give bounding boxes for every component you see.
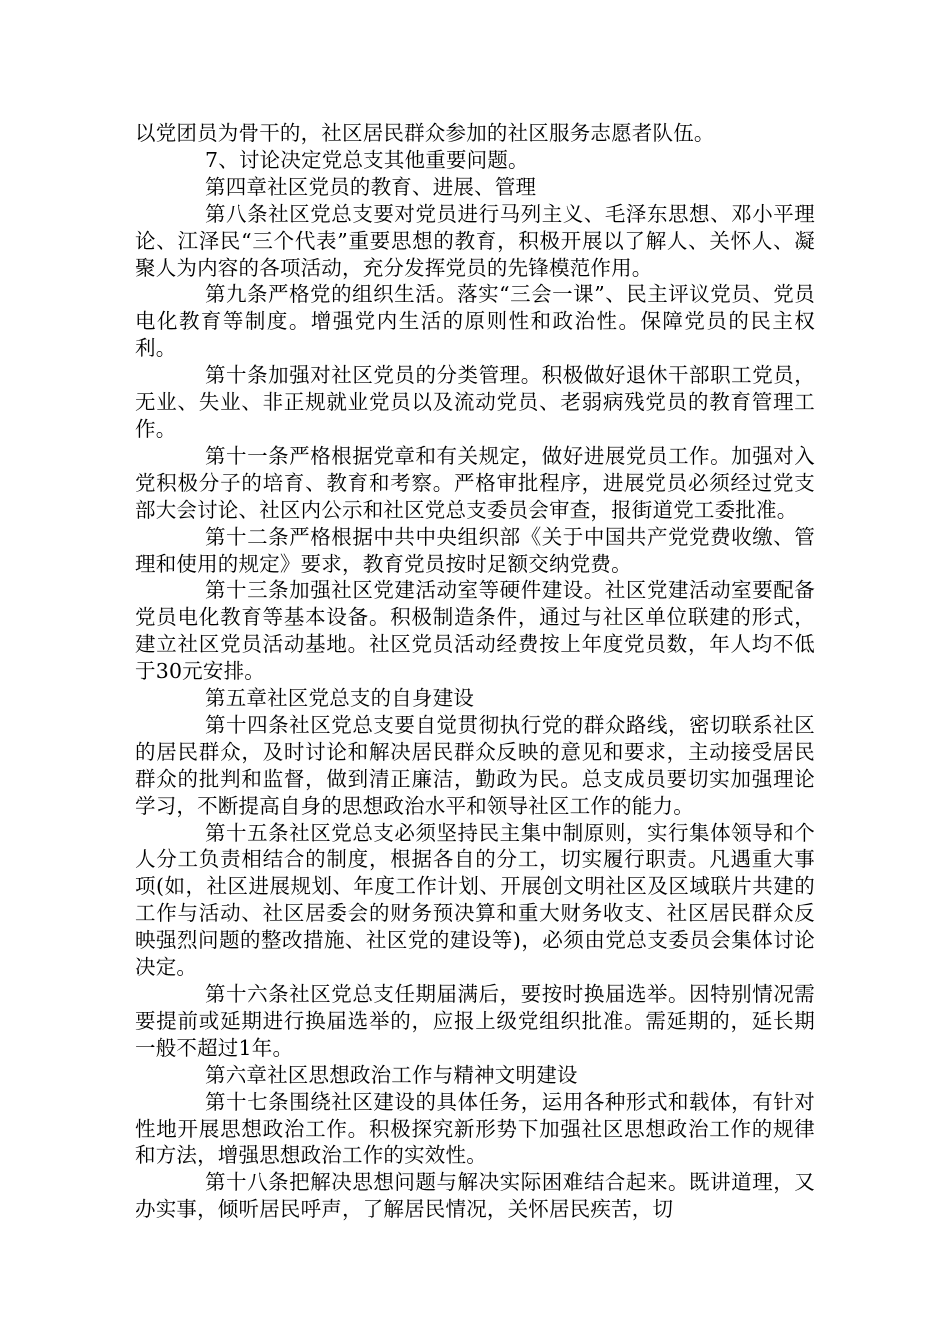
chapter-4-heading: 第四章社区党员的教育、进展、管理	[205, 174, 537, 199]
paragraph-continuation: 以党团员为骨干的，社区居民群众参加的社区服务志愿者队伍。	[135, 121, 715, 145]
article-15: 第十五条社区党总支必须坚持民主集中制原则，实行集体领导和个人分工负责相结合的制度，根据各自的分工，切实履行职责。凡遇重大事项(如，社区进展规划、年度工作计划、开展创文明社区及区域联片共建的工作与活动、社区居委会的财务预决算和重大财务收支、社区居民群众反映强烈问题的整改措施、社区党的建设等)，必须由党总支委员会集体讨论决定。	[135, 820, 815, 980]
article-17: 第十七条围绕社区建设的具体任务，运用各种形式和载体，有针对性地开展思想政治工作。积极探究新形势下加强社区思想政治工作的规律和方法，增强思想政治工作的实效性。	[135, 1089, 815, 1168]
article-12: 第十二条严格根据中共中央组织部《关于中国共产党党费收缴、管理和使用的规定》要求，教育党员按时足额交纳党费。	[135, 524, 815, 576]
article-11: 第十一条严格根据党章和有关规定，做好进展党员工作。加强对入党积极分子的培育、教育和考察。严格审批程序，进展党员必须经过党支部大会讨论、社区内公示和社区党总支委员会审查，报街道党工委批准。	[135, 443, 815, 522]
article-8: 第八条社区党总支要对党员进行马列主义、毛泽东思想、邓小平理论、江泽民“三个代表”重要思想的教育，积极开展以了解人、关怀人、凝聚人为内容的各项活动，充分发挥党员的先锋模范作用。	[135, 201, 815, 280]
chapter-5-heading: 第五章社区党总支的自身建设	[205, 686, 475, 711]
list-item-7: 7、讨论决定党总支其他重要问题。	[205, 147, 529, 172]
article-13: 第十三条加强社区党建活动室等硬件建设。社区党建活动室要配备党员电化教育等基本设备。积极制造条件，通过与社区单位联建的形式，建立社区党员活动基地。社区党员活动经费按上年度党员数，年人均不低于30元安排。	[135, 578, 815, 684]
article-18: 第十八条把解决思想问题与解决实际困难结合起来。既讲道理，又办实事，倾听居民呼声，了解居民情况，关怀居民疾苦，切	[135, 1170, 815, 1222]
article-9: 第九条严格党的组织生活。落实“三会一课”、民主评议党员、党员电化教育等制度。增强党内生活的原则性和政治性。保障党员的民主权利。	[135, 282, 815, 361]
article-14: 第十四条社区党总支要自觉贯彻执行党的群众路线，密切联系社区的居民群众，及时讨论和解决居民群众反映的意见和要求，主动接受居民群众的批判和监督，做到清正廉洁，勤政为民。总支成员要切实加强理论学习，不断提高自身的思想政治水平和领导社区工作的能力。	[135, 712, 815, 818]
article-16: 第十六条社区党总支任期届满后，要按时换届选举。因特别情况需要提前或延期进行换届选举的，应报上级党组织批准。需延期的，延长期一般不超过1年。	[135, 982, 815, 1060]
article-10: 第十条加强对社区党员的分类管理。积极做好退休干部职工党员，无业、失业、非正规就业党员以及流动党员、老弱病残党员的教育管理工作。	[135, 363, 815, 441]
chapter-6-heading: 第六章社区思想政治工作与精神文明建设	[205, 1062, 578, 1087]
document-body	[135, 120, 815, 1223]
